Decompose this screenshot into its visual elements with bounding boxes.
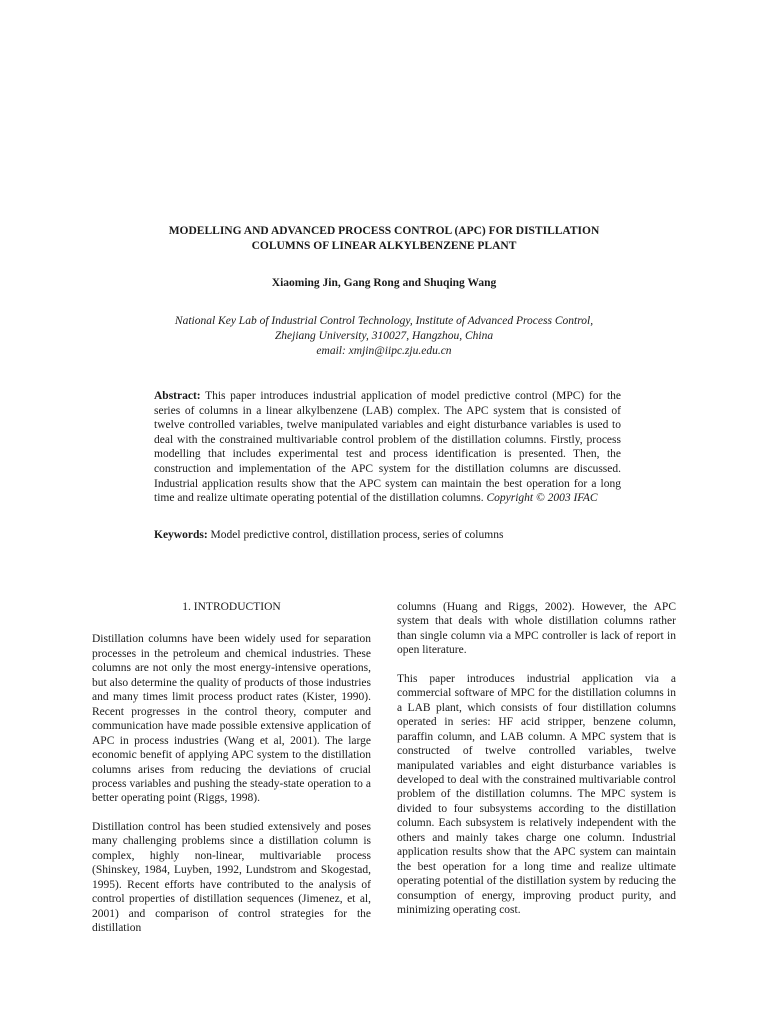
body-paragraph: Distillation control has been studied extensively and poses many challenging problems since a distillation column is complex, highly non-linear, multivariable process (Shinskey, 1984, Luyben, 1992, Lundstrom and Skogestad, 1995). Recent efforts have contributed to the analysis of control properties of distillation sequences (Jimenez, et al, 2001) and comparison of control strategies for the distillation	[92, 820, 371, 935]
right-column	[397, 600, 676, 932]
affiliation-line-2: Zhejiang University, 310027, Hangzhou, China	[274, 330, 494, 342]
body-paragraph: This paper introduces industrial application via a commercial software of MPC for the distillation columns in a LAB plant, which consists of four distillation columns operated in series: HF acid stripper, benzene column, paraffin column, and LAB column. A MPC system that is constructed of twelve controlled variables, twelve manipulated variables and eight disturbance variables is developed to deal with the constrained multivariable control problem of the distillation columns. The MPC system is divided to four subsystems according to the distillation column. Each subsystem is relatively independent with the others and mainly takes charge one column. Industrial application results show that the APC system can maintain the best operation for a long time and realize ultimate operating potential of the distillation system by reducing the consumption of energy, improving product purity, and minimizing operating cost.	[397, 672, 676, 917]
affiliation	[100, 314, 668, 359]
keywords	[154, 528, 621, 543]
author-list: Xiaoming Jin, Gang Rong and Shuqing Wang	[271, 277, 497, 289]
keywords-label: Keywords:	[154, 529, 208, 541]
abstract-copyright: Copyright © 2003 IFAC	[486, 492, 598, 505]
left-column	[92, 600, 371, 950]
keywords-text: Model predictive control, distillation process, series of columns	[207, 529, 504, 541]
body-paragraph: Distillation columns have been widely used for separation processes in the petroleum and chemical industries. These columns are not only the most energy-intensive operations, but also determine the quality of products of those industries and many times limit process product rates (Kister, 1990). Recent progresses in the control theory, computer and communication have made possible extensive application of APC in process industries (Wang et al, 2001). The large economic benefit of applying APC system to the distillation columns arises from reducing the deviations of crucial process variables and pushing the steady-state operation to a better operating point (Riggs, 1998).	[92, 633, 371, 805]
paper-title	[100, 224, 668, 254]
title-line-1: MODELLING AND ADVANCED PROCESS CONTROL (APC) FOR DISTILLATION	[168, 225, 600, 237]
title-line-2: COLUMNS OF LINEAR ALKYLBENZENE PLANT	[251, 240, 517, 252]
body-paragraph: columns (Huang and Riggs, 2002). However, the APC system that deals with whole distillation columns rather than single column via a MPC controller is lack of report in open literature.	[397, 601, 676, 657]
abstract	[154, 389, 621, 506]
abstract-label: Abstract:	[154, 390, 201, 402]
affiliation-email: email: xmjin@iipc.zju.edu.cn	[316, 345, 452, 357]
affiliation-line-1: National Key Lab of Industrial Control Technology, Institute of Advanced Process Control,	[174, 315, 594, 327]
section-heading-introduction: 1. INTRODUCTION	[182, 601, 281, 613]
abstract-text: This paper introduces industrial application of model predictive control (MPC) for the series of columns in a linear alkylbenzene (LAB) complex. The APC system that is consisted of twelve controlled variables, twelve manipulated variables and eight disturbance variables is used to deal with the constrained multivariable control problem of the distillation columns. Firstly, process modelling that includes experimental test and process identification is presented. Then, the construction and implementation of the APC system for the distillation columns are discussed. Industrial application results show that the APC system can maintain the best operation for a long time and realize ultimate operating potential of the distillation columns.	[154, 390, 621, 505]
